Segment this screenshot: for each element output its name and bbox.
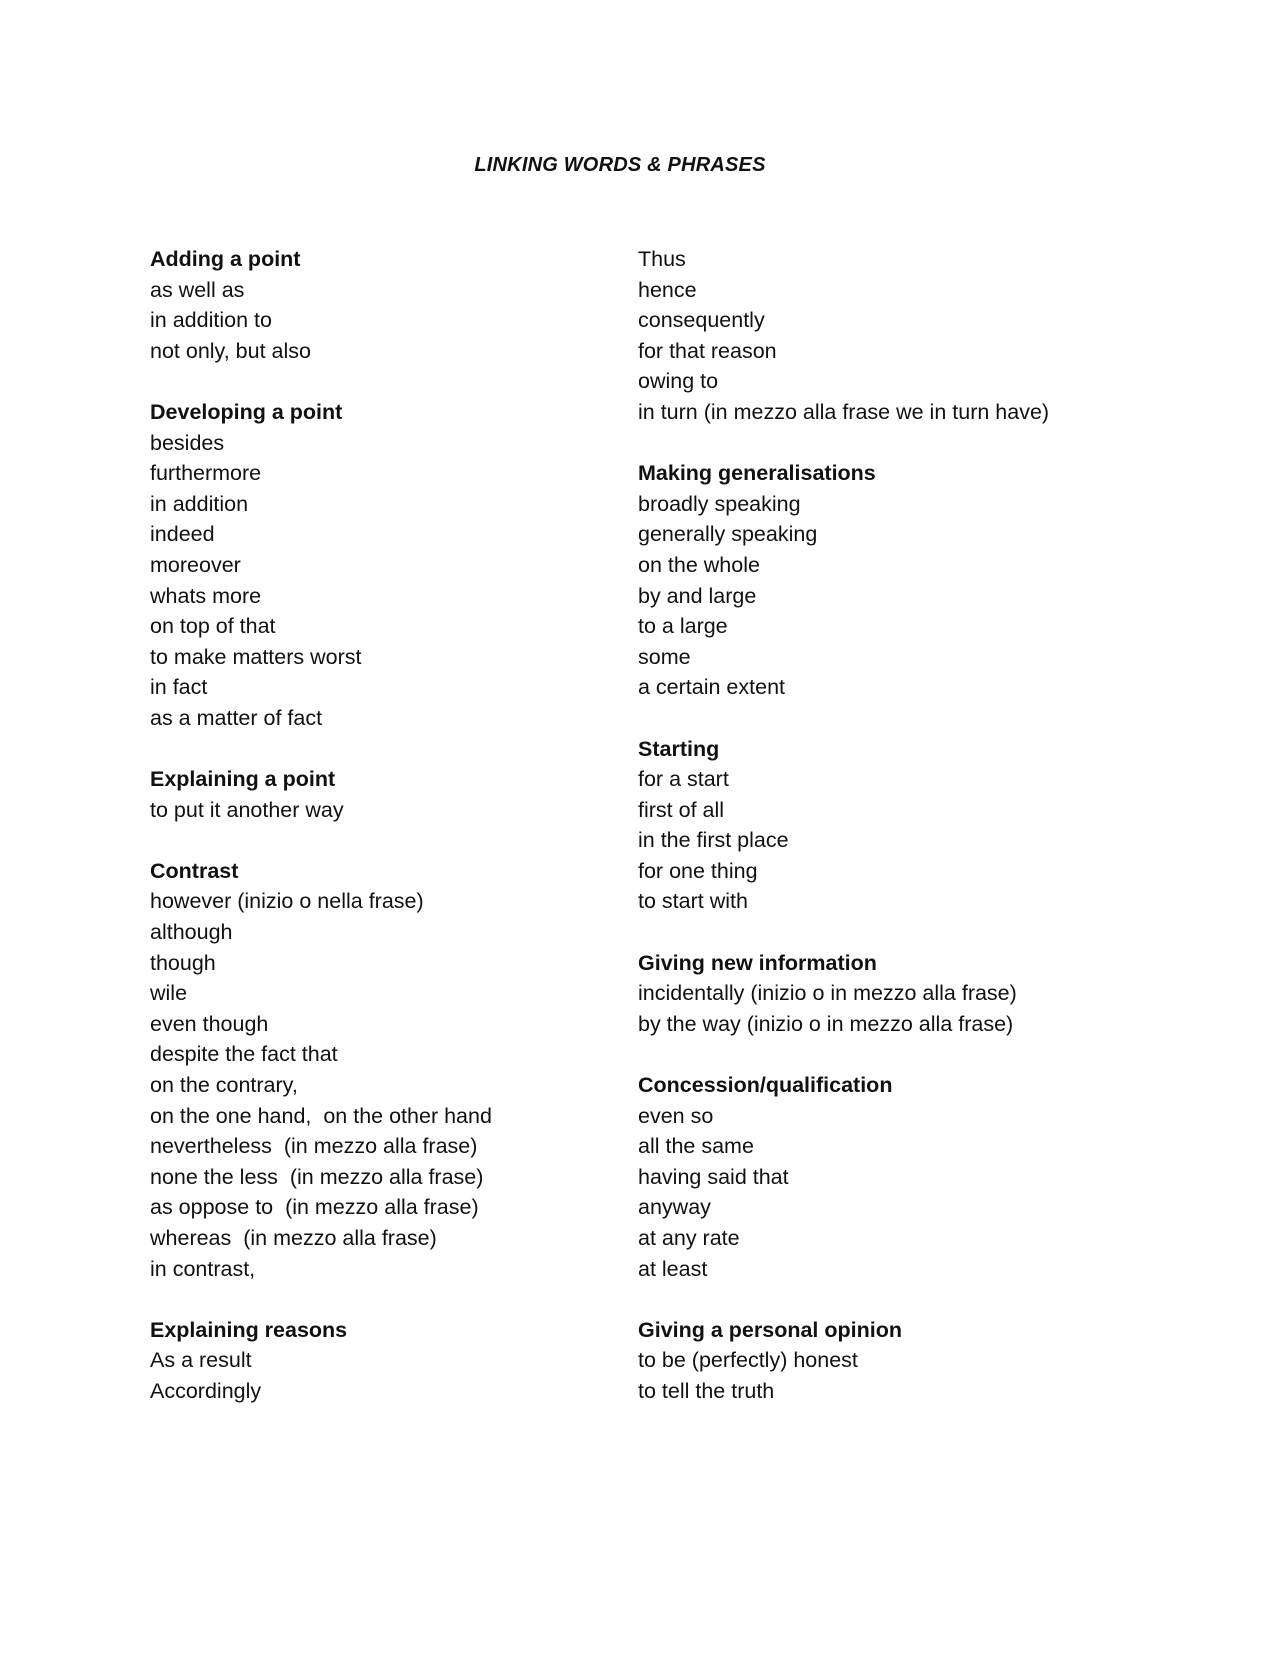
list-item: some — [638, 644, 691, 669]
list-item: although — [150, 920, 233, 945]
list-item: to put it another way — [150, 797, 344, 822]
list-item: all the same — [638, 1134, 754, 1159]
list-item: to a large — [638, 614, 728, 639]
list-item: first of all — [638, 797, 725, 822]
list-item: as a matter of fact — [150, 705, 323, 730]
list-item: besides — [150, 430, 225, 455]
list-item: as oppose to (in mezzo alla frase) — [150, 1195, 479, 1220]
list-item: hence — [638, 277, 697, 302]
list-item: Thus — [638, 247, 686, 271]
list-item: wile — [150, 981, 188, 1006]
list-item: to start with — [638, 889, 748, 914]
section-heading-starting: Starting — [638, 736, 720, 761]
list-item: not only, but also — [150, 338, 311, 363]
list-item: for a start — [638, 767, 729, 792]
list-item: Accordingly — [150, 1378, 262, 1403]
list-item: in addition — [150, 491, 249, 516]
list-item: on the whole — [638, 552, 760, 577]
section-heading-giving-a-personal-opinion: Giving a personal opinion — [638, 1317, 902, 1342]
list-item: in fact — [150, 675, 208, 700]
section-heading-making-generalisations: Making generalisations — [638, 461, 876, 486]
list-item: nevertheless (in mezzo alla frase) — [150, 1134, 478, 1159]
list-item: though — [150, 950, 216, 975]
section-heading-explaining-reasons: Explaining reasons — [150, 1317, 348, 1342]
list-item: on the one hand, on the other hand — [150, 1103, 492, 1128]
list-item: indeed — [150, 522, 215, 547]
section-heading-explaining-a-point: Explaining a point — [150, 767, 336, 792]
list-item: as well as — [150, 277, 245, 302]
list-item: however (inizio o nella frase) — [150, 889, 424, 914]
section-gap — [638, 1284, 1218, 1315]
list-item: anyway — [638, 1195, 711, 1220]
section-gap — [638, 1039, 1218, 1070]
section-heading-contrast: Contrast — [150, 858, 239, 883]
list-item: in turn (in mezzo alla frase we in turn have) — [638, 399, 1050, 424]
list-item: moreover — [150, 552, 241, 577]
page-title: LINKING WORDS & PHRASES — [474, 154, 766, 176]
list-item: in addition to — [150, 308, 272, 333]
list-item: at least — [638, 1256, 708, 1281]
section-heading-concession-qualification: Concession/qualification — [638, 1073, 893, 1098]
right-column — [638, 244, 1218, 1407]
section-gap — [638, 703, 1218, 734]
section-gap — [150, 734, 670, 765]
left-column — [150, 244, 670, 1407]
list-item: having said that — [638, 1164, 789, 1189]
list-item: consequently — [638, 308, 765, 333]
list-item: by and large — [638, 583, 757, 608]
list-item: on the contrary, — [150, 1073, 298, 1098]
section-gap — [150, 825, 670, 856]
list-item: for that reason — [638, 338, 777, 363]
list-item: none the less (in mezzo alla frase) — [150, 1164, 484, 1189]
section-heading-giving-new-information: Giving new information — [638, 950, 877, 975]
list-item: incidentally (inizio o in mezzo alla frase) — [638, 981, 1017, 1006]
list-item: a certain extent — [638, 675, 786, 700]
section-gap — [150, 366, 670, 397]
list-item: to be (perfectly) honest — [638, 1348, 858, 1373]
list-item: on top of that — [150, 614, 276, 639]
list-item: by the way (inizio o in mezzo alla frase) — [638, 1011, 1014, 1036]
list-item: broadly speaking — [638, 491, 801, 516]
list-item: even so — [638, 1103, 714, 1128]
section-gap — [638, 917, 1218, 948]
list-item: whats more — [150, 583, 262, 608]
section-heading-adding-a-point: Adding a point — [150, 247, 301, 271]
section-heading-developing-a-point: Developing a point — [150, 399, 343, 424]
list-item: in contrast, — [150, 1256, 256, 1281]
list-item: owing to — [638, 369, 719, 394]
list-item: whereas (in mezzo alla frase) — [150, 1226, 437, 1250]
list-item: even though — [150, 1011, 269, 1036]
list-item: to make matters worst — [150, 644, 362, 669]
list-item: in the first place — [638, 828, 789, 853]
list-item: to tell the truth — [638, 1378, 775, 1403]
list-item: As a result — [150, 1348, 252, 1373]
list-item: furthermore — [150, 461, 262, 486]
list-item: despite the fact that — [150, 1042, 338, 1067]
list-item: generally speaking — [638, 522, 818, 547]
section-gap — [150, 1284, 670, 1315]
list-item: for one thing — [638, 858, 758, 883]
list-item: at any rate — [638, 1226, 740, 1250]
section-gap — [638, 428, 1218, 459]
